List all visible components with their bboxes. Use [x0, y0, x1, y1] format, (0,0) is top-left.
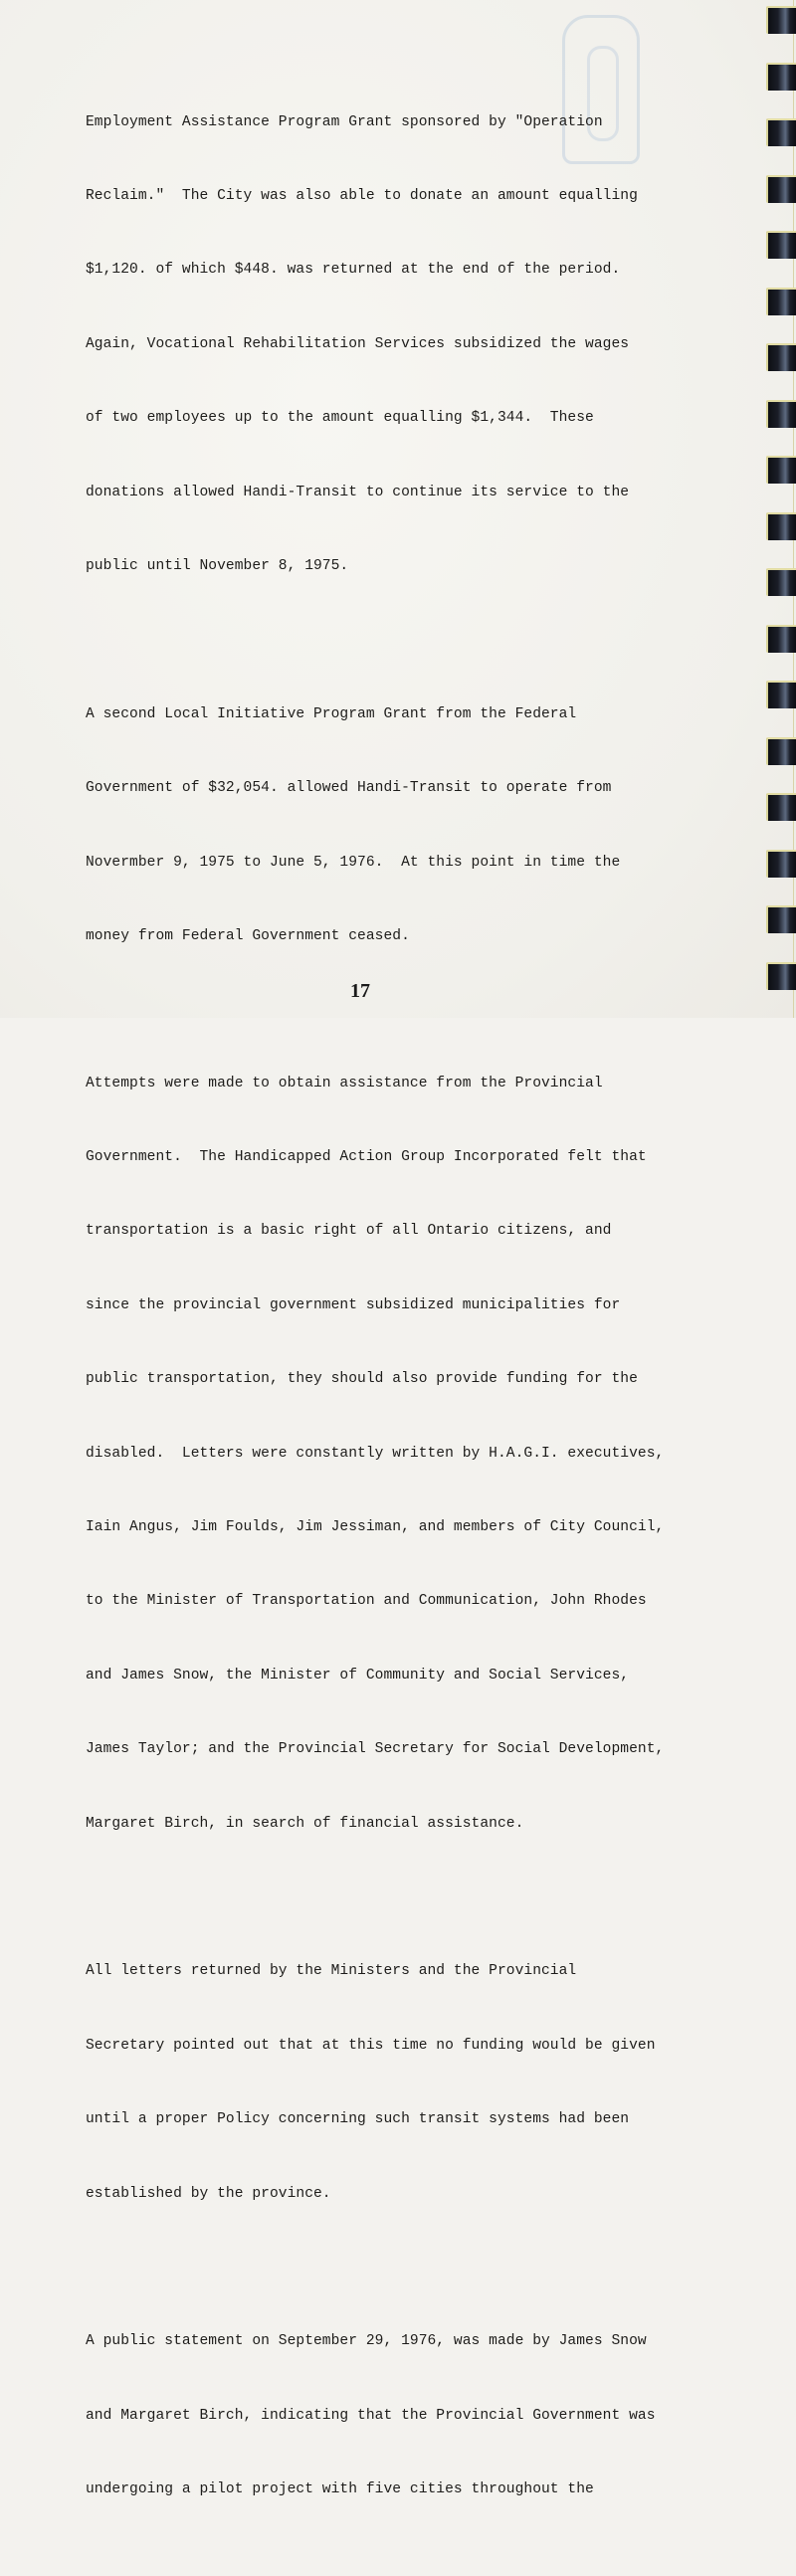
binding-ring — [766, 175, 796, 203]
paragraph-public-statement — [86, 2280, 742, 2552]
text-line: undergoing a pilot project with five cities throughout the — [86, 2481, 594, 2498]
text-line: $1,120. of which $448. was returned at the end of the period. — [86, 262, 621, 279]
spiral-binding — [766, 0, 796, 1018]
text-line: Employment Assistance Program Grant sponsored by "Operation — [86, 113, 603, 130]
text-line: money from Federal Government ceased. — [86, 927, 410, 944]
text-line: A second Local Initiative Program Grant from the Federal — [86, 705, 577, 722]
binding-ring — [766, 737, 796, 765]
text-line: to the Minister of Transportation and Communication, John Rhodes — [86, 1593, 647, 1610]
text-line: donations allowed Handi-Transit to continue its service to the — [86, 484, 630, 500]
text-line: Attempts were made to obtain assistance from the Provincial — [86, 1075, 603, 1091]
text-line: public transportation, they should also provide funding for the — [86, 1371, 638, 1388]
paragraph-second-lip-grant — [86, 653, 742, 998]
binding-ring — [766, 6, 796, 34]
text-line: transportation is a basic right of all Ontario citizens, and — [86, 1223, 612, 1240]
binding-ring — [766, 231, 796, 259]
text-line: Reclaim." The City was also able to donate an amount equalling — [86, 187, 638, 204]
text-line: public until November 8, 1975. — [86, 557, 349, 574]
binding-ring — [766, 962, 796, 990]
text-line: disabled. Letters were constantly written by H.A.G.I. executives, — [86, 1445, 665, 1462]
text-line: of two employees up to the amount equalling $1,344. These — [86, 410, 594, 427]
text-line: Government of $32,054. allowed Handi-Transit to operate from — [86, 780, 612, 797]
text-line: A public statement on September 29, 1976, was made by James Snow — [86, 2333, 647, 2350]
text-line: Margaret Birch, in search of financial assistance. — [86, 1815, 524, 1832]
paragraph-grants-donations — [86, 61, 742, 628]
text-line: until a proper Policy concerning such transit systems had been — [86, 2111, 630, 2128]
binding-ring — [766, 512, 796, 540]
text-line: Again, Vocational Rehabilitation Services subsidized the wages — [86, 335, 630, 352]
paragraph-ministers-reply — [86, 1910, 742, 2256]
text-line: established by the province. — [86, 2185, 331, 2202]
binding-ring — [766, 905, 796, 933]
binding-ring — [766, 456, 796, 484]
text-line: Secretary pointed out that at this time no funding would be given — [86, 2037, 656, 2054]
binding-ring — [766, 850, 796, 878]
text-line: Iain Angus, Jim Foulds, Jim Jessiman, and members of City Council, — [86, 1519, 665, 1536]
text-line: since the provincial government subsidized municipalities for — [86, 1296, 621, 1313]
binding-ring — [766, 118, 796, 146]
binding-ring — [766, 288, 796, 315]
text-line: All letters returned by the Ministers and the Provincial — [86, 1963, 577, 1980]
binding-ring — [766, 681, 796, 708]
text-line: James Taylor; and the Provincial Secretary for Social Development, — [86, 1741, 665, 1758]
binding-ring — [766, 793, 796, 821]
text-line: and Margaret Birch, indicating that the Provincial Government was — [86, 2407, 656, 2424]
text-line: and James Snow, the Minister of Community and Social Services, — [86, 1667, 630, 1684]
binding-ring — [766, 63, 796, 91]
text-line: Government. The Handicapped Action Group Incorporated felt that — [86, 1149, 647, 1166]
binding-ring — [766, 625, 796, 653]
page-number: 17 — [350, 980, 370, 1002]
binding-ring — [766, 343, 796, 371]
body-text — [86, 61, 742, 2576]
text-line: Novermber 9, 1975 to June 5, 1976. At this point in time the — [86, 854, 621, 871]
binding-ring — [766, 568, 796, 596]
paragraph-provincial-attempts — [86, 1022, 742, 1885]
binding-ring — [766, 400, 796, 428]
